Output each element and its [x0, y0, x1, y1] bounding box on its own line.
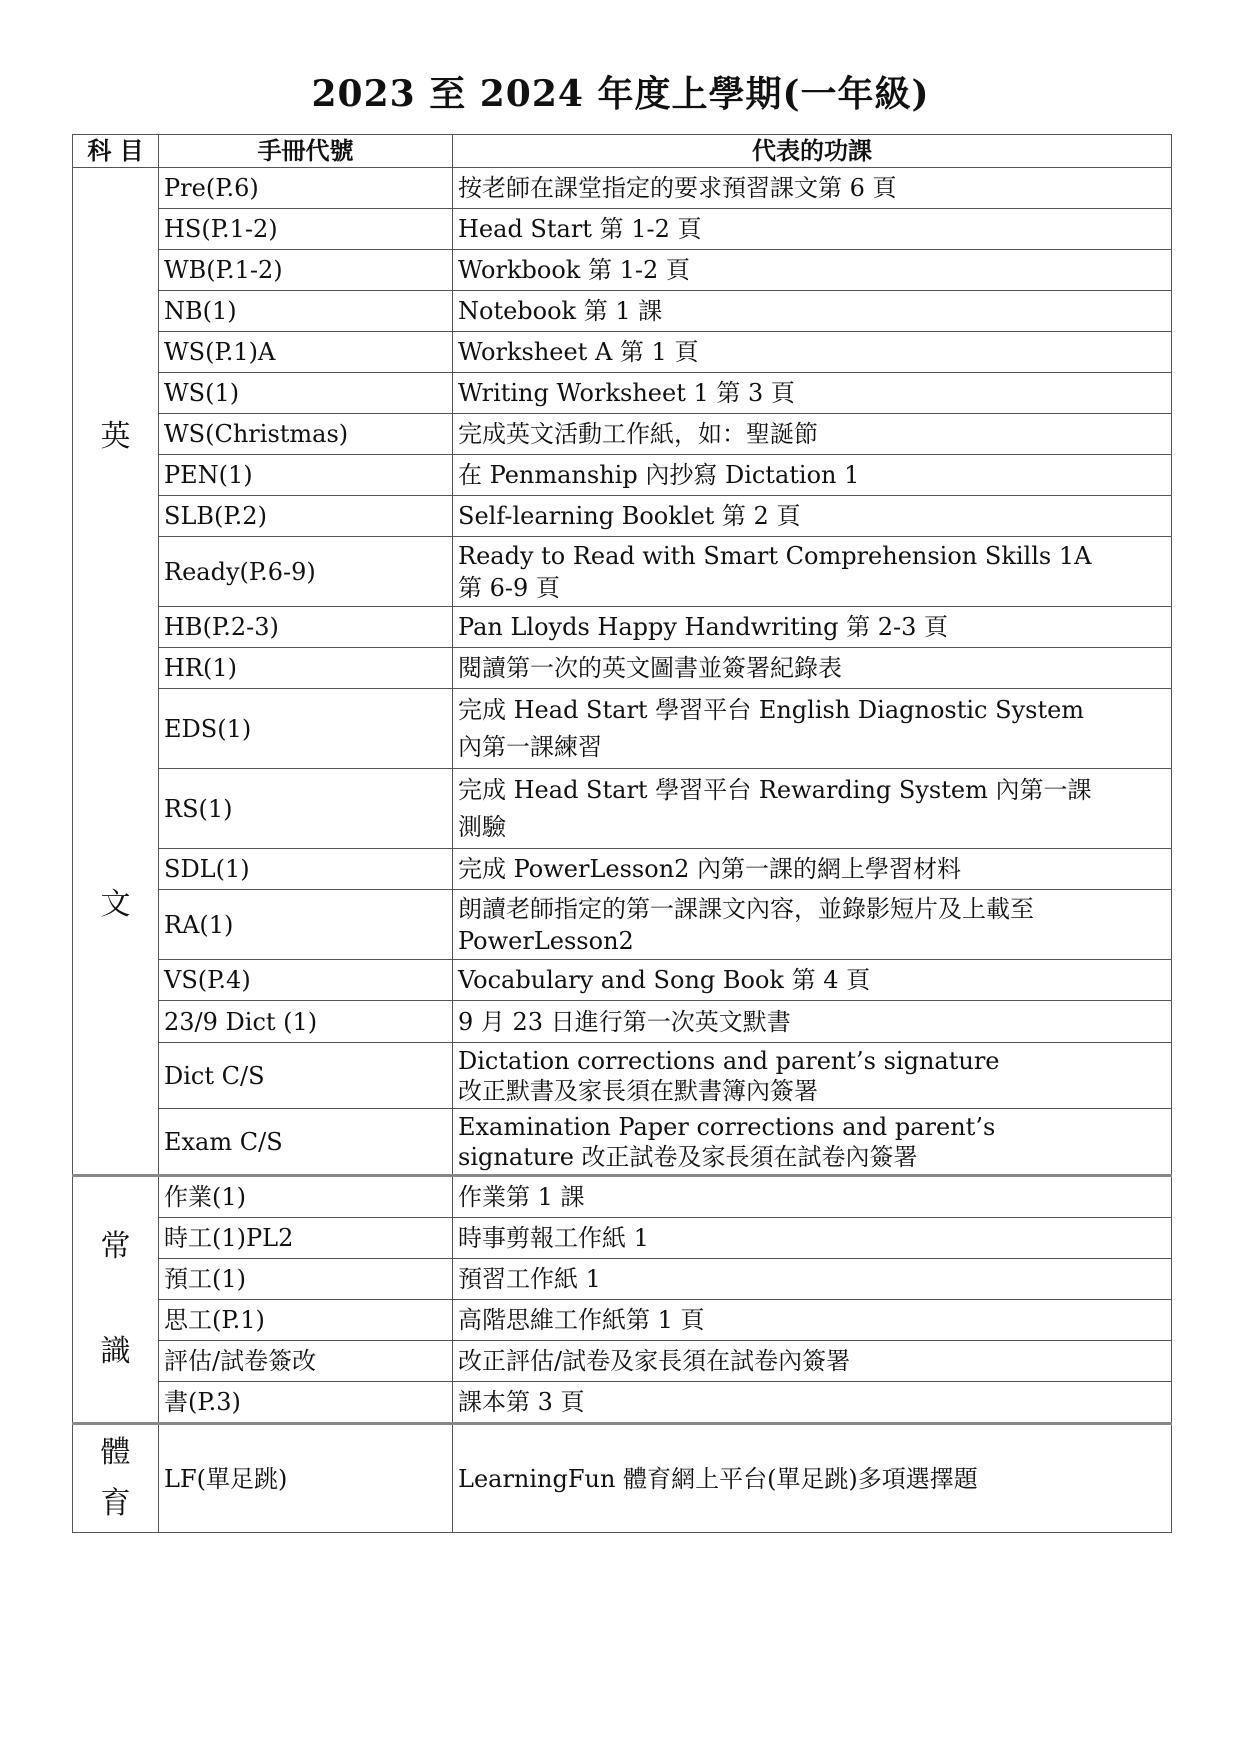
homework-description — [453, 455, 1172, 496]
table-row — [73, 648, 1172, 689]
description-line: 朗讀老師指定的第一課課文內容，並錄影短片及上載至 — [458, 894, 1034, 923]
table-row — [73, 1043, 1172, 1109]
description-line: Pan Lloyds Happy Handwriting 第 2-3 頁 — [458, 613, 948, 641]
description-line: 完成英文活動工作紙，如：聖誕節 — [458, 420, 818, 448]
table-body — [73, 168, 1172, 1533]
description-line: Head Start 第 1-2 頁 — [458, 215, 702, 243]
description-line: signature 改正試卷及家長須在試卷內簽署 — [458, 1142, 918, 1171]
homework-description — [453, 291, 1172, 332]
homework-code: HS(P.1-2) — [159, 209, 453, 250]
description-line: Ready to Read with Smart Comprehension Skills 1A — [458, 541, 1092, 570]
table-row — [73, 332, 1172, 373]
table-row — [73, 1259, 1172, 1300]
description-line: 按老師在課堂指定的要求預習課文第 6 頁 — [458, 174, 897, 202]
table-row — [73, 537, 1172, 607]
homework-description — [453, 1001, 1172, 1043]
table-row — [73, 209, 1172, 250]
table-row — [73, 960, 1172, 1001]
description-line: Writing Worksheet 1 第 3 頁 — [458, 379, 795, 407]
description-line: 作業第 1 課 — [458, 1183, 585, 1211]
homework-description — [453, 1382, 1172, 1424]
homework-description — [453, 607, 1172, 648]
subject-char: 英 — [100, 419, 131, 454]
table-row — [73, 250, 1172, 291]
description-line: PowerLesson2 — [458, 926, 634, 955]
description-line: 完成 Head Start 學習平台 English Diagnostic System — [458, 695, 1085, 724]
table-row — [73, 769, 1172, 849]
description-line: 在 Penmanship 內抄寫 Dictation 1 — [458, 461, 860, 489]
homework-description — [453, 689, 1172, 769]
homework-description — [453, 769, 1172, 849]
homework-code: Pre(P.6) — [159, 168, 453, 209]
homework-description — [453, 1043, 1172, 1109]
homework-code: WB(P.1-2) — [159, 250, 453, 291]
homework-code: 思工(P.1) — [159, 1300, 453, 1341]
description-line: Self-learning Booklet 第 2 頁 — [458, 502, 801, 530]
homework-code: RA(1) — [159, 890, 453, 960]
table-row — [73, 291, 1172, 332]
homework-code: Exam C/S — [159, 1109, 453, 1176]
table-row — [73, 168, 1172, 209]
description-line: 高階思維工作紙第 1 頁 — [458, 1306, 705, 1334]
homework-description — [453, 496, 1172, 537]
homework-description — [453, 1218, 1172, 1259]
homework-description — [453, 960, 1172, 1001]
homework-table — [72, 134, 1172, 1533]
subject-cell-english — [73, 168, 159, 1176]
table-row — [73, 849, 1172, 890]
homework-code: Ready(P.6-9) — [159, 537, 453, 607]
description-line: 第 6-9 頁 — [458, 573, 560, 602]
table-row — [73, 373, 1172, 414]
homework-code: SDL(1) — [159, 849, 453, 890]
table-row — [73, 1218, 1172, 1259]
description-line: 時事剪報工作紙 1 — [458, 1224, 649, 1252]
description-line: Worksheet A 第 1 頁 — [458, 338, 699, 366]
homework-code: NB(1) — [159, 291, 453, 332]
homework-code: HR(1) — [159, 648, 453, 689]
homework-code: 23/9 Dict (1) — [159, 1001, 453, 1043]
table-row — [73, 1382, 1172, 1424]
homework-description — [453, 332, 1172, 373]
description-line: LearningFun 體育網上平台(單足跳)多項選擇題 — [458, 1464, 978, 1493]
homework-description — [453, 890, 1172, 960]
description-line: 預習工作紙 1 — [458, 1265, 601, 1293]
homework-code: 時工(1)PL2 — [159, 1218, 453, 1259]
table-row — [73, 607, 1172, 648]
homework-code: VS(P.4) — [159, 960, 453, 1001]
table-row — [73, 1424, 1172, 1533]
description-line: 改正評估/試卷及家長須在試卷內簽署 — [458, 1347, 851, 1375]
homework-code: HB(P.2-3) — [159, 607, 453, 648]
homework-description — [453, 250, 1172, 291]
homework-code: LF(單足跳) — [159, 1424, 453, 1533]
description-line: Notebook 第 1 課 — [458, 297, 663, 325]
homework-description — [453, 849, 1172, 890]
description-line: 閱讀第一次的英文圖書並簽署紀錄表 — [458, 654, 842, 682]
header-subject: 科 目 — [73, 135, 159, 168]
homework-code: PEN(1) — [159, 455, 453, 496]
homework-description — [453, 1341, 1172, 1382]
homework-description — [453, 537, 1172, 607]
homework-code: SLB(P.2) — [159, 496, 453, 537]
homework-code: WS(1) — [159, 373, 453, 414]
homework-description — [453, 1109, 1172, 1176]
header-description: 代表的功課 — [453, 135, 1172, 168]
subject-cell-physical-education — [73, 1424, 159, 1533]
homework-code: 評估/試卷簽改 — [159, 1341, 453, 1382]
homework-code: 作業(1) — [159, 1176, 453, 1218]
homework-description — [453, 414, 1172, 455]
table-row — [73, 689, 1172, 769]
description-line: Dictation corrections and parent’s signature — [458, 1046, 1000, 1075]
homework-code: WS(Christmas) — [159, 414, 453, 455]
description-line: 內第一課練習 — [458, 732, 602, 761]
homework-code: EDS(1) — [159, 689, 453, 769]
table-row — [73, 1300, 1172, 1341]
homework-description — [453, 1259, 1172, 1300]
table-row — [73, 1341, 1172, 1382]
homework-description — [453, 1424, 1172, 1533]
subject-char: 識 — [100, 1334, 131, 1369]
description-line: Examination Paper corrections and parent’s — [458, 1112, 996, 1141]
homework-code: 書(P.3) — [159, 1382, 453, 1424]
homework-description — [453, 648, 1172, 689]
homework-description — [453, 168, 1172, 209]
subject-char: 體 — [100, 1435, 131, 1470]
table-row — [73, 414, 1172, 455]
homework-description — [453, 1176, 1172, 1218]
homework-code: 預工(1) — [159, 1259, 453, 1300]
subject-cell-general-studies — [73, 1176, 159, 1424]
description-line: Workbook 第 1-2 頁 — [458, 256, 690, 284]
homework-code: WS(P.1)A — [159, 332, 453, 373]
description-line: 課本第 3 頁 — [458, 1388, 585, 1416]
homework-description — [453, 1300, 1172, 1341]
homework-code: RS(1) — [159, 769, 453, 849]
table-row — [73, 1109, 1172, 1176]
homework-description — [453, 373, 1172, 414]
table-row — [73, 890, 1172, 960]
description-line: 測驗 — [458, 812, 506, 841]
subject-char: 常 — [100, 1229, 131, 1264]
description-line: 改正默書及家長須在默書簿內簽署 — [458, 1076, 818, 1105]
table-row — [73, 1176, 1172, 1218]
table-row — [73, 496, 1172, 537]
subject-char: 文 — [100, 887, 131, 922]
page-title: 2023 至 2024 年度上學期(一年級) — [311, 73, 930, 115]
description-line: Vocabulary and Song Book 第 4 頁 — [458, 966, 871, 994]
description-line: 完成 Head Start 學習平台 Rewarding System 內第一課 — [458, 775, 1092, 804]
homework-code: Dict C/S — [159, 1043, 453, 1109]
description-line: 9 月 23 日進行第一次英文默書 — [458, 1007, 791, 1036]
description-line: 完成 PowerLesson2 內第一課的網上學習材料 — [458, 855, 962, 883]
table-row — [73, 455, 1172, 496]
table-row — [73, 1001, 1172, 1043]
subject-char: 育 — [100, 1486, 131, 1521]
header-code: 手冊代號 — [159, 135, 453, 168]
table-header-row — [73, 135, 1172, 168]
homework-description — [453, 209, 1172, 250]
